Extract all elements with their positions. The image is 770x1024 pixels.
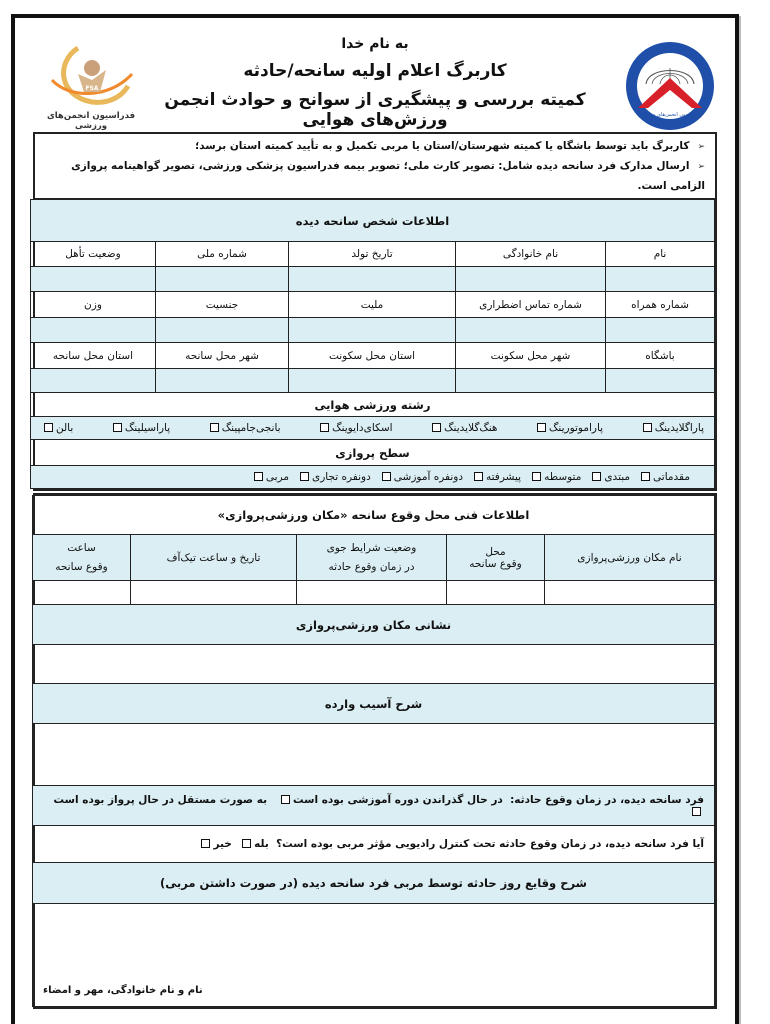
option-in-training[interactable]: در حال گذراندن دوره آموزشی بوده است: [278, 794, 503, 806]
personal-info-form: [33, 132, 717, 491]
instruction-1: ➢کاربرگ باید توسط باشگاه یا کمیته شهرستان/استان یا مربی تکمیل و به تأیید کمیته استان برسد؛: [195, 140, 705, 152]
option-independent-flight[interactable]: به صورت مستقل در حال پرواز بوده است: [54, 794, 704, 818]
checkbox-icon[interactable]: [474, 472, 483, 481]
input-injury-description[interactable]: [32, 724, 714, 786]
label-accident-city: شهر محل سانحه: [156, 343, 289, 369]
accident-site-form: [33, 493, 717, 1009]
checkbox-icon[interactable]: [692, 807, 701, 816]
label-weather: وضعیت شرایط جوی در زمان وقوع حادثه: [297, 535, 447, 581]
section-title-site: اطلاعات فنی محل وقوع سانحه «مکان ورزشی‌پروازی»: [32, 496, 714, 535]
label-club: باشگاه: [606, 343, 715, 369]
label-takeoff-datetime: تاریخ و ساعت تیک‌آف: [131, 535, 297, 581]
option-instructor[interactable]: مربی: [251, 471, 289, 483]
checkbox-icon[interactable]: [382, 472, 391, 481]
checkbox-icon[interactable]: [532, 472, 541, 481]
checkbox-icon[interactable]: [432, 423, 441, 432]
svg-text:FSA: FSA: [85, 85, 99, 92]
section-title-sport: رشته ورزشی هوایی: [30, 393, 714, 417]
checkbox-icon[interactable]: [113, 423, 122, 432]
input-weather[interactable]: [297, 581, 447, 605]
federation-logo: [36, 40, 146, 132]
label-birth-date: تاریخ تولد: [289, 242, 456, 267]
option-paragliding[interactable]: پاراگلایدینگ: [640, 422, 704, 434]
input-site-address[interactable]: [32, 645, 714, 684]
label-emergency-contact: شماره تماس اضطراری: [456, 292, 606, 318]
option-yes[interactable]: بله: [239, 838, 269, 850]
option-tandem-commercial[interactable]: دونفره تجاری: [297, 471, 371, 483]
checkbox-icon[interactable]: [592, 472, 601, 481]
basmala: به نام خدا: [341, 36, 409, 52]
option-paramotoring[interactable]: پاراموتورینگ: [534, 422, 603, 434]
label-nationality: ملیت: [289, 292, 456, 318]
parachute-emblem-icon: [622, 38, 718, 134]
label-last-name: نام خانوادگی: [456, 242, 606, 267]
label-gender: جنسیت: [156, 292, 289, 318]
federation-emblem-icon: [48, 40, 134, 110]
label-national-id: شماره ملی: [156, 242, 289, 267]
instruction-2: ➢ارسال مدارک فرد سانحه دیده شامل: تصویر کارت ملی؛ تصویر بیمه فدراسیون پزشکی ورزشی، تصویر گواهینامه پروازی الزامی است.: [71, 160, 705, 192]
option-bungee-jumping[interactable]: بانجی‌جامپینگ: [207, 422, 281, 434]
section-title-personal: اطلاعات شخص سانحه دیده: [30, 200, 714, 242]
input-accident-province[interactable]: [30, 369, 155, 393]
label-residence-province: استان محل سکونت: [289, 343, 456, 369]
input-residence-city[interactable]: [456, 369, 606, 393]
status-question: فرد سانحه دیده، در زمان وقوع حادثه: در حال گذراندن دوره آموزشی بوده است به صورت مستقل در حال پرواز بوده است: [32, 786, 714, 826]
checkbox-icon[interactable]: [300, 472, 309, 481]
instructions: [35, 134, 715, 199]
option-no[interactable]: خیر: [198, 838, 231, 850]
checkbox-icon[interactable]: [254, 472, 263, 481]
input-national-id[interactable]: [156, 267, 289, 292]
checkbox-icon[interactable]: [643, 423, 652, 432]
input-first-name[interactable]: [606, 267, 715, 292]
label-accident-province: استان محل سانحه: [30, 343, 155, 369]
committee-title: کمیته بررسی و پیشگیری از سوانح و حوادث انجمن ورزش‌های هوایی: [164, 90, 586, 130]
label-marital-status: وضعیت تأهل: [30, 242, 155, 267]
input-site-name[interactable]: [545, 581, 715, 605]
option-hang-gliding[interactable]: هنگ‌گلایدینگ: [429, 422, 497, 434]
input-emergency-contact[interactable]: [456, 318, 606, 343]
input-accident-city[interactable]: [156, 369, 289, 393]
label-accident-location: محل وقوع سانحه: [447, 535, 545, 581]
title-block: [144, 36, 606, 130]
checkbox-icon[interactable]: [320, 423, 329, 432]
input-nationality[interactable]: [289, 318, 456, 343]
option-tandem-training[interactable]: دونفره آموزشی: [379, 471, 463, 483]
section-title-address: نشانی مکان ورزشی‌پروازی: [32, 605, 714, 645]
checkbox-icon[interactable]: [641, 472, 650, 481]
option-intermediate[interactable]: متوسطه: [529, 471, 581, 483]
input-weight[interactable]: [30, 318, 155, 343]
checkbox-icon[interactable]: [537, 423, 546, 432]
radio-control-question: آیا فرد سانحه دیده، در زمان وقوع حادثه تحت کنترل رادیویی مؤثر مربی بوده است؟ بله خیر: [32, 826, 714, 863]
airsports-association-logo: [622, 38, 718, 134]
signature-label: نام و نام خانوادگی، مهر و امضاء: [42, 985, 203, 996]
form-title: کاربرگ اعلام اولیه سانحه/حادثه: [243, 61, 507, 81]
label-accident-time: ساعت وقوع سانحه: [32, 535, 130, 581]
personal-info-table: [30, 199, 715, 489]
site-info-table: [32, 495, 715, 1007]
option-parasailing[interactable]: پاراسیلینگ: [110, 422, 170, 434]
label-residence-city: شهر محل سکونت: [456, 343, 606, 369]
input-residence-province[interactable]: [289, 369, 456, 393]
section-title-coach-report: شرح وقایع روز حادثه توسط مربی فرد سانحه دیده (در صورت داشتن مربی): [32, 863, 714, 904]
option-advanced[interactable]: پیشرفته: [471, 471, 521, 483]
input-takeoff-datetime[interactable]: [131, 581, 297, 605]
option-balloon[interactable]: بالن: [41, 422, 73, 434]
section-title-injury: شرح آسیب وارده: [32, 684, 714, 724]
label-weight: وزن: [30, 292, 155, 318]
option-beginner[interactable]: مبتدی: [589, 471, 630, 483]
input-marital-status[interactable]: [30, 267, 155, 292]
input-birth-date[interactable]: [289, 267, 456, 292]
header: [14, 18, 736, 130]
label-mobile: شماره همراه: [606, 292, 715, 318]
arrow-bullet-icon: ➢: [697, 142, 705, 152]
checkbox-icon[interactable]: [210, 423, 219, 432]
input-coach-report[interactable]: [32, 904, 714, 1007]
input-club[interactable]: [606, 369, 715, 393]
input-mobile[interactable]: [606, 318, 715, 343]
level-options: [30, 466, 714, 489]
svg-text:I.R.Iran Airsports Association: [622, 38, 626, 41]
input-accident-time[interactable]: [32, 581, 130, 605]
section-title-level: سطح پروازی: [30, 440, 714, 466]
checkbox-icon[interactable]: [44, 423, 53, 432]
svg-text:فدراسیون انجمن‌های ورزشی: فدراسیون انجمن‌های ورزشی: [639, 112, 701, 118]
option-introductory[interactable]: مقدماتی: [638, 471, 690, 483]
checkbox-icon[interactable]: [281, 795, 290, 804]
input-gender[interactable]: [156, 318, 289, 343]
label-first-name: نام: [606, 242, 715, 267]
checkbox-icon[interactable]: [242, 839, 251, 848]
arrow-bullet-icon: ➢: [697, 162, 705, 172]
option-skydiving[interactable]: اسکای‌دایوینگ: [317, 422, 392, 434]
input-last-name[interactable]: [456, 267, 606, 292]
federation-logo-caption: فدراسیون انجمن‌های ورزشی: [46, 111, 136, 131]
sport-options: [30, 417, 714, 440]
input-accident-location[interactable]: [447, 581, 545, 605]
checkbox-icon[interactable]: [201, 839, 210, 848]
label-site-name: نام مکان ورزشی‌پروازی: [545, 535, 715, 581]
